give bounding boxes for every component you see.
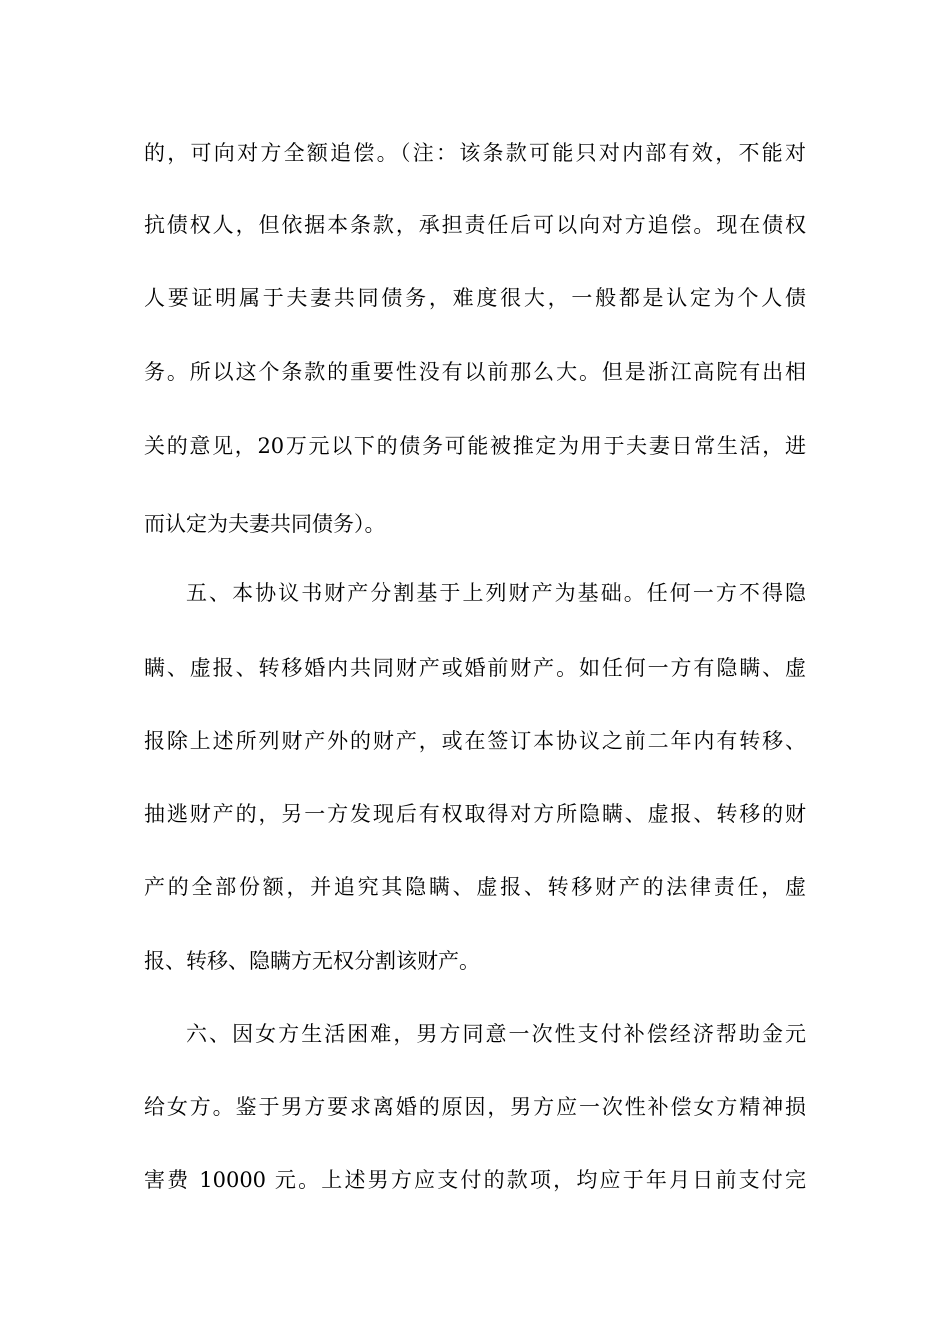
text-line-9: 报除上述所列财产外的财产，或在签订本协议之前二年内有转移、 xyxy=(144,729,806,753)
text-line-10: 抽逃财产的，另一方发现后有权取得对方所隐瞒、虚报、转移的财 xyxy=(144,802,806,826)
text-line-6: 而认定为夫妻共同债务）。 xyxy=(144,512,386,536)
section-5-heading-line: 五、本协议书财产分割基于上列财产为基础。任何一方不得隐 xyxy=(186,581,806,605)
text-line-5: 关的意见，20万元以下的债务可能被推定为用于夫妻日常生活，进 xyxy=(144,434,806,458)
text-line-1: 的，可向对方全额追偿。（注：该条款可能只对内部有效，不能对 xyxy=(144,141,806,165)
text-line-4: 务。所以这个条款的重要性没有以前那么大。但是浙江高院有出相 xyxy=(144,360,806,384)
text-line-14: 给女方。鉴于男方要求离婚的原因，男方应一次性补偿女方精神损 xyxy=(144,1095,806,1119)
text-line-2: 抗债权人，但依据本条款，承担责任后可以向对方追偿。现在债权 xyxy=(144,213,806,237)
text-line-8: 瞒、虚报、转移婚内共同财产或婚前财产。如任何一方有隐瞒、虚 xyxy=(144,656,806,680)
section-6-heading-line: 六、因女方生活困难，男方同意一次性支付补偿经济帮助金元 xyxy=(186,1022,806,1046)
text-line-15: 害费 10000 元。上述男方应支付的款项，均应于年月日前支付完 xyxy=(144,1168,806,1192)
text-line-12: 报、转移、隐瞒方无权分割该财产。 xyxy=(144,949,480,973)
text-line-3: 人要证明属于夫妻共同债务，难度很大，一般都是认定为个人债 xyxy=(144,286,806,310)
text-line-11: 产的全部份额，并追究其隐瞒、虚报、转移财产的法律责任，虚 xyxy=(144,875,806,899)
